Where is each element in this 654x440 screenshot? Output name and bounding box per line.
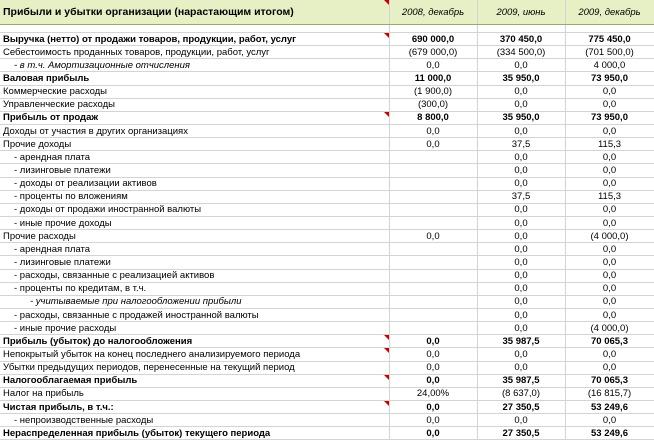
value-cell[interactable]: 0,0 bbox=[565, 269, 654, 282]
value-cell[interactable]: 70 065,3 bbox=[565, 374, 654, 387]
value-cell[interactable]: 0,0 bbox=[565, 243, 654, 256]
value-cell[interactable]: 73 950,0 bbox=[565, 111, 654, 124]
table-row bbox=[0, 256, 654, 269]
value-cell[interactable]: 0,0 bbox=[477, 177, 565, 190]
value-cell[interactable]: 27 350,5 bbox=[477, 427, 565, 440]
value-cell[interactable]: (4 000,0) bbox=[565, 322, 654, 335]
value-cell[interactable]: 690 000,0 bbox=[389, 33, 477, 46]
table-row bbox=[0, 111, 654, 124]
value-cell[interactable]: 0,0 bbox=[389, 400, 477, 413]
table-row bbox=[0, 269, 654, 282]
period-header[interactable]: 2008, декабрь bbox=[389, 0, 477, 25]
period-header[interactable]: 2009, июнь bbox=[477, 0, 565, 25]
row-label[interactable]: - проценты по кредитам, в т.ч. bbox=[0, 282, 389, 295]
value-cell[interactable]: 0,0 bbox=[565, 98, 654, 111]
row-label[interactable]: Управленческие расходы bbox=[0, 98, 389, 111]
row-label[interactable]: - иные прочие расходы bbox=[0, 322, 389, 335]
table-row bbox=[0, 190, 654, 203]
table-row bbox=[0, 72, 654, 85]
period-header[interactable]: 2009, декабрь bbox=[565, 0, 654, 25]
row-label[interactable]: - учитываемые при налогообложении прибыли bbox=[0, 295, 389, 308]
table-row bbox=[0, 348, 654, 361]
value-cell[interactable]: 0,0 bbox=[389, 374, 477, 387]
row-label[interactable]: Доходы от участия в других организациях bbox=[0, 124, 389, 137]
value-cell[interactable]: 0,0 bbox=[565, 164, 654, 177]
value-cell[interactable]: 0,0 bbox=[389, 348, 477, 361]
value-cell[interactable]: 0,0 bbox=[565, 295, 654, 308]
value-cell[interactable]: (701 500,0) bbox=[565, 46, 654, 59]
value-cell[interactable]: 0,0 bbox=[477, 282, 565, 295]
value-cell[interactable]: 0,0 bbox=[565, 414, 654, 427]
row-label[interactable]: Чистая прибыль, в т.ч.: bbox=[0, 400, 389, 413]
value-cell[interactable]: 0,0 bbox=[565, 151, 654, 164]
table-row bbox=[0, 138, 654, 151]
value-cell[interactable]: 0,0 bbox=[389, 138, 477, 151]
row-label[interactable]: Убытки предыдущих периодов, перенесенные на текущий период bbox=[0, 361, 389, 374]
row-label[interactable]: Валовая прибыль bbox=[0, 72, 389, 85]
value-cell[interactable]: 70 065,3 bbox=[565, 335, 654, 348]
sheet-title[interactable]: Прибыли и убытки организации (нарастающим итогом) bbox=[0, 0, 389, 25]
value-cell[interactable]: 0,0 bbox=[477, 322, 565, 335]
value-cell[interactable] bbox=[389, 151, 477, 164]
value-cell[interactable]: 0,0 bbox=[477, 124, 565, 137]
row-label[interactable]: Себестоимость проданных товаров, продукции, работ, услуг bbox=[0, 46, 389, 59]
value-cell[interactable]: 37,5 bbox=[477, 190, 565, 203]
value-cell[interactable]: 0,0 bbox=[565, 361, 654, 374]
table-row bbox=[0, 216, 654, 229]
table-row bbox=[0, 374, 654, 387]
value-cell[interactable]: 115,3 bbox=[565, 190, 654, 203]
value-cell[interactable]: (8 637,0) bbox=[477, 387, 565, 400]
row-label[interactable]: Прочие доходы bbox=[0, 138, 389, 151]
value-cell[interactable]: 35 950,0 bbox=[477, 111, 565, 124]
value-cell[interactable]: 0,0 bbox=[565, 256, 654, 269]
spacer-row bbox=[0, 25, 654, 33]
table-row bbox=[0, 400, 654, 413]
row-label[interactable]: - проценты по вложениям bbox=[0, 190, 389, 203]
value-cell[interactable]: 0,0 bbox=[565, 282, 654, 295]
row-label[interactable]: Выручка (нетто) от продажи товаров, продукции, работ, услуг bbox=[0, 33, 389, 46]
empty-cell[interactable] bbox=[477, 25, 565, 33]
value-cell[interactable]: 35 950,0 bbox=[477, 72, 565, 85]
row-label[interactable]: - в т.ч. Амортизационные отчисления bbox=[0, 59, 389, 72]
row-label[interactable]: - лизинговые платежи bbox=[0, 256, 389, 269]
value-cell[interactable]: (300,0) bbox=[389, 98, 477, 111]
table-row bbox=[0, 177, 654, 190]
value-cell[interactable]: 35 987,5 bbox=[477, 335, 565, 348]
value-cell[interactable]: 37,5 bbox=[477, 138, 565, 151]
value-cell[interactable] bbox=[389, 295, 477, 308]
row-label[interactable]: - доходы от реализации активов bbox=[0, 177, 389, 190]
row-label[interactable]: - арендная плата bbox=[0, 151, 389, 164]
table-row bbox=[0, 33, 654, 46]
value-cell[interactable]: 0,0 bbox=[477, 269, 565, 282]
value-cell[interactable]: 0,0 bbox=[565, 124, 654, 137]
value-cell[interactable]: 27 350,5 bbox=[477, 400, 565, 413]
value-cell[interactable]: 0,0 bbox=[389, 59, 477, 72]
value-cell[interactable] bbox=[389, 256, 477, 269]
table-row bbox=[0, 282, 654, 295]
value-cell[interactable]: (334 500,0) bbox=[477, 46, 565, 59]
table-row bbox=[0, 361, 654, 374]
table-row bbox=[0, 243, 654, 256]
value-cell[interactable]: 0,0 bbox=[389, 124, 477, 137]
value-cell[interactable] bbox=[389, 243, 477, 256]
value-cell[interactable]: 4 000,0 bbox=[565, 59, 654, 72]
value-cell[interactable]: 73 950,0 bbox=[565, 72, 654, 85]
table-row bbox=[0, 151, 654, 164]
value-cell[interactable]: 0,0 bbox=[477, 164, 565, 177]
table-row bbox=[0, 295, 654, 308]
value-cell[interactable]: 370 450,0 bbox=[477, 33, 565, 46]
table-row bbox=[0, 335, 654, 348]
row-label[interactable]: Нераспределенная прибыль (убыток) текущего периода bbox=[0, 427, 389, 440]
value-cell[interactable] bbox=[389, 322, 477, 335]
value-cell[interactable]: 0,0 bbox=[477, 85, 565, 98]
value-cell[interactable]: 0,0 bbox=[565, 85, 654, 98]
value-cell[interactable]: 0,0 bbox=[389, 361, 477, 374]
table-row bbox=[0, 59, 654, 72]
value-cell[interactable]: 0,0 bbox=[477, 308, 565, 321]
value-cell[interactable] bbox=[389, 190, 477, 203]
value-cell[interactable]: 0,0 bbox=[477, 203, 565, 216]
value-cell[interactable] bbox=[389, 282, 477, 295]
table-row bbox=[0, 308, 654, 321]
value-cell[interactable]: 0,0 bbox=[565, 203, 654, 216]
table-row bbox=[0, 387, 654, 400]
value-cell[interactable]: (4 000,0) bbox=[565, 230, 654, 243]
value-cell[interactable] bbox=[389, 203, 477, 216]
row-label[interactable]: Прибыль (убыток) до налогообложения bbox=[0, 335, 389, 348]
header-row bbox=[0, 0, 654, 25]
row-label[interactable]: Непокрытый убыток на конец последнего анализируемого периода bbox=[0, 348, 389, 361]
value-cell[interactable]: (16 815,7) bbox=[565, 387, 654, 400]
row-label[interactable]: - непроизводственные расходы bbox=[0, 414, 389, 427]
value-cell[interactable]: 0,0 bbox=[477, 98, 565, 111]
value-cell[interactable]: 0,0 bbox=[477, 59, 565, 72]
row-label[interactable]: - иные прочие доходы bbox=[0, 216, 389, 229]
value-cell[interactable]: 24,00% bbox=[389, 387, 477, 400]
value-cell[interactable]: 0,0 bbox=[477, 414, 565, 427]
value-cell[interactable]: 0,0 bbox=[565, 348, 654, 361]
table-row bbox=[0, 322, 654, 335]
table-row bbox=[0, 124, 654, 137]
table-row bbox=[0, 98, 654, 111]
value-cell[interactable]: 0,0 bbox=[389, 427, 477, 440]
row-label[interactable]: - доходы от продажи иностранной валюты bbox=[0, 203, 389, 216]
value-cell[interactable]: (679 000,0) bbox=[389, 46, 477, 59]
table-row bbox=[0, 414, 654, 427]
table-row bbox=[0, 85, 654, 98]
value-cell[interactable]: 0,0 bbox=[389, 335, 477, 348]
row-label[interactable]: Прибыль от продаж bbox=[0, 111, 389, 124]
value-cell[interactable]: 53 249,6 bbox=[565, 400, 654, 413]
value-cell[interactable] bbox=[389, 216, 477, 229]
empty-cell[interactable] bbox=[0, 25, 389, 33]
value-cell[interactable]: 0,0 bbox=[389, 414, 477, 427]
table-row bbox=[0, 203, 654, 216]
value-cell[interactable]: 11 000,0 bbox=[389, 72, 477, 85]
table-row bbox=[0, 46, 654, 59]
value-cell[interactable]: 0,0 bbox=[477, 243, 565, 256]
row-label[interactable]: - лизинговые платежи bbox=[0, 164, 389, 177]
value-cell[interactable]: 775 450,0 bbox=[565, 33, 654, 46]
value-cell[interactable]: 0,0 bbox=[477, 151, 565, 164]
empty-cell[interactable] bbox=[565, 25, 654, 33]
value-cell[interactable]: 0,0 bbox=[565, 308, 654, 321]
value-cell[interactable]: 0,0 bbox=[565, 177, 654, 190]
value-cell[interactable]: 0,0 bbox=[389, 230, 477, 243]
value-cell[interactable] bbox=[389, 164, 477, 177]
value-cell[interactable]: (1 900,0) bbox=[389, 85, 477, 98]
row-label[interactable]: Налог на прибыль bbox=[0, 387, 389, 400]
row-label[interactable]: - расходы, связанные с реализацией активов bbox=[0, 269, 389, 282]
value-cell[interactable]: 115,3 bbox=[565, 138, 654, 151]
empty-cell[interactable] bbox=[389, 25, 477, 33]
row-label[interactable]: - расходы, связанные с продажей иностранной валюты bbox=[0, 308, 389, 321]
table-body bbox=[0, 33, 654, 440]
value-cell[interactable]: 8 800,0 bbox=[389, 111, 477, 124]
row-label[interactable]: Коммерческие расходы bbox=[0, 85, 389, 98]
value-cell[interactable]: 0,0 bbox=[565, 216, 654, 229]
value-cell[interactable] bbox=[389, 308, 477, 321]
value-cell[interactable]: 53 249,6 bbox=[565, 427, 654, 440]
value-cell[interactable]: 0,0 bbox=[477, 361, 565, 374]
value-cell[interactable]: 0,0 bbox=[477, 230, 565, 243]
row-label[interactable]: - арендная плата bbox=[0, 243, 389, 256]
value-cell[interactable]: 35 987,5 bbox=[477, 374, 565, 387]
value-cell[interactable] bbox=[389, 177, 477, 190]
value-cell[interactable]: 0,0 bbox=[477, 256, 565, 269]
value-cell[interactable] bbox=[389, 269, 477, 282]
table-row bbox=[0, 230, 654, 243]
table-row bbox=[0, 164, 654, 177]
row-label[interactable]: Налогооблагаемая прибыль bbox=[0, 374, 389, 387]
value-cell[interactable]: 0,0 bbox=[477, 295, 565, 308]
row-label[interactable]: Прочие расходы bbox=[0, 230, 389, 243]
value-cell[interactable]: 0,0 bbox=[477, 348, 565, 361]
value-cell[interactable]: 0,0 bbox=[477, 216, 565, 229]
